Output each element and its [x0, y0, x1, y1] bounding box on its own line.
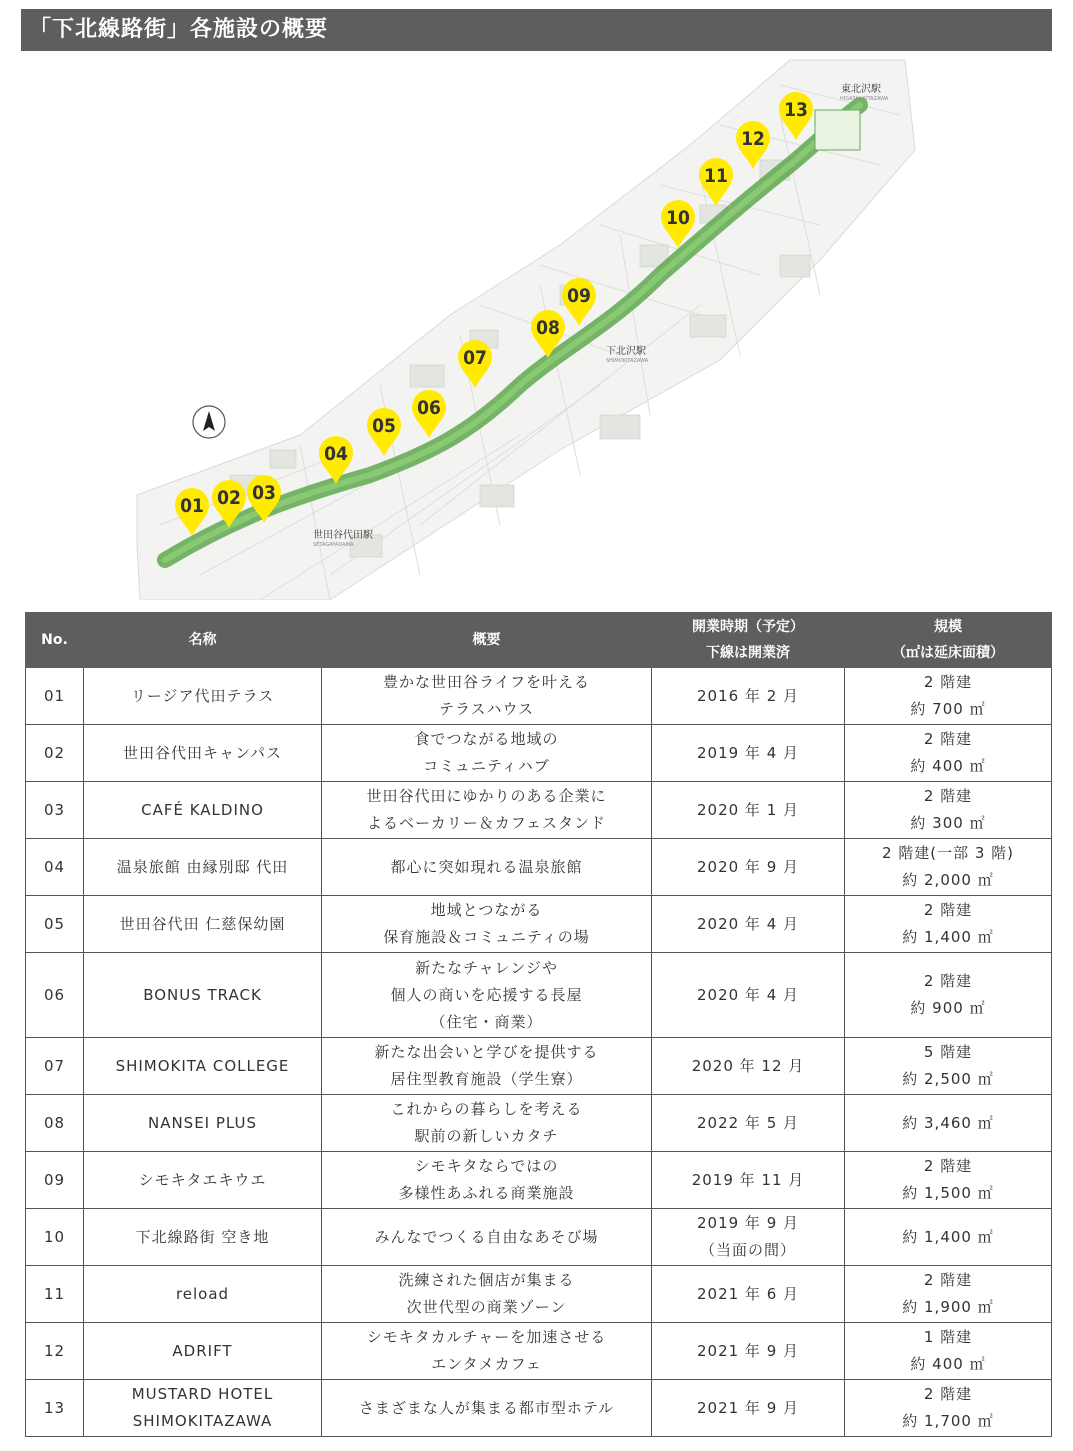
map-pin-label: 12 [741, 128, 765, 150]
cell-no: 02 [26, 725, 84, 782]
cell-opening-line: 2020 年 4 月 [696, 985, 800, 1004]
cell-scale-line: 約 700 ㎡ [910, 700, 986, 718]
cell-scale-line: 約 1,400 ㎡ [902, 1227, 994, 1246]
table-row [26, 1095, 1052, 1152]
page-title: 「下北線路街」各施設の概要 [21, 9, 1052, 51]
cell-opening-line: 2019 年 9 月 [696, 1214, 800, 1232]
cell-opening-line: 2020 年 9 月 [696, 857, 800, 876]
cell-summary-line: 次世代型の商業ゾーン [406, 1298, 567, 1316]
facilities-table [25, 612, 1052, 1437]
cell-summary-line: シモキタならではの [414, 1157, 559, 1175]
cell-name [84, 1152, 322, 1209]
cell-opening [652, 1209, 845, 1266]
cell-scale [845, 668, 1052, 725]
cell-summary [322, 1209, 652, 1266]
cell-summary-line: 新たな出会いと学びを提供する [374, 1043, 599, 1061]
map-pin-label: 13 [784, 99, 808, 121]
cell-name-line: 世田谷代田 仁慈保幼園 [119, 914, 286, 933]
cell-summary [322, 1038, 652, 1095]
cell-scale-line: 約 400 ㎡ [910, 1355, 986, 1373]
table-row [26, 1038, 1052, 1095]
cell-no: 03 [26, 782, 84, 839]
cell-no: 12 [26, 1323, 84, 1380]
cell-opening [652, 782, 845, 839]
cell-name [84, 725, 322, 782]
header-scale-line1: 規模 [934, 619, 962, 635]
station-label-shimokitazawa: 下北沢駅 [606, 346, 646, 357]
cell-name-line: SHIMOKITA COLLEGE [115, 1056, 290, 1075]
cell-opening [652, 1380, 845, 1437]
cell-scale [845, 896, 1052, 953]
cell-summary-line: 多様性あふれる商業施設 [398, 1184, 575, 1202]
cell-opening-line: 2020 年 12 月 [691, 1056, 805, 1075]
higashikitazawa-plaza [815, 110, 860, 150]
cell-summary-line: 食でつながる地域の [414, 730, 559, 748]
map-pin-label: 08 [536, 317, 560, 339]
cell-summary-line: 保育施設＆コミュニティの場 [383, 928, 590, 946]
cell-name [84, 668, 322, 725]
table-row [26, 1323, 1052, 1380]
cell-scale-line: 約 2,000 ㎡ [902, 871, 994, 889]
header-no: No. [26, 613, 84, 668]
cell-scale-line: 約 1,900 ㎡ [902, 1298, 994, 1316]
site-map [0, 55, 1073, 600]
header-opening-line2: 下線は開業済 [706, 645, 790, 661]
cell-scale-line: 2 階建 [923, 673, 973, 691]
table-row [26, 1152, 1052, 1209]
table-row [26, 1209, 1052, 1266]
map-pin-label: 06 [417, 397, 441, 419]
cell-name-line: シモキタエキウエ [138, 1170, 267, 1189]
cell-summary-line: さまざまな人が集まる都市型ホテル [358, 1398, 615, 1417]
table-row [26, 896, 1052, 953]
cell-opening-line: 2020 年 1 月 [696, 800, 800, 819]
cell-summary-line: 地域とつながる [430, 901, 543, 919]
cell-scale-line: 約 2,500 ㎡ [902, 1070, 994, 1088]
cell-opening [652, 1323, 845, 1380]
header-opening-line1: 開業時期（予定） [692, 619, 804, 635]
cell-name-line: 温泉旅館 由縁別邸 代田 [116, 857, 289, 876]
cell-opening-line: 2016 年 2 月 [696, 686, 800, 705]
map-pin-label: 10 [666, 207, 690, 229]
cell-scale [845, 1152, 1052, 1209]
cell-scale [845, 1095, 1052, 1152]
cell-summary-line: シモキタカルチャーを加速させる [366, 1328, 607, 1346]
cell-summary [322, 782, 652, 839]
cell-scale [845, 1209, 1052, 1266]
cell-summary-line: みんなでつくる自由なあそび場 [374, 1227, 599, 1246]
cell-scale-line: 約 1,400 ㎡ [902, 928, 994, 946]
cell-scale-line: 2 階建 [923, 730, 973, 748]
cell-summary-line: 都心に突如現れる温泉旅館 [390, 857, 583, 876]
cell-scale-line: 2 階建(一部 3 階) [881, 844, 1015, 862]
cell-opening-line: 2021 年 6 月 [696, 1284, 800, 1303]
cell-summary-line: これからの暮らしを考える [390, 1100, 583, 1118]
table-row [26, 953, 1052, 1038]
cell-opening-line: 2021 年 9 月 [696, 1398, 800, 1417]
map-pin-label: 09 [567, 285, 591, 307]
cell-scale-line: 約 1,500 ㎡ [902, 1184, 994, 1202]
cell-name [84, 1323, 322, 1380]
cell-opening [652, 1152, 845, 1209]
cell-summary [322, 1380, 652, 1437]
cell-opening [652, 725, 845, 782]
map-pin-label: 05 [372, 415, 396, 437]
cell-name [84, 1266, 322, 1323]
cell-name [84, 1038, 322, 1095]
cell-name [84, 839, 322, 896]
cell-summary-line: テラスハウス [438, 700, 535, 718]
cell-name [84, 896, 322, 953]
cell-summary [322, 1266, 652, 1323]
cell-opening-line: （当面の間） [699, 1241, 796, 1259]
header-name: 名称 [84, 613, 322, 668]
cell-no: 06 [26, 953, 84, 1038]
cell-summary-line: 居住型教育施設（学生寮） [390, 1070, 583, 1088]
cell-scale-line: 2 階建 [923, 787, 973, 805]
cell-no: 05 [26, 896, 84, 953]
cell-no: 07 [26, 1038, 84, 1095]
cell-scale [845, 1038, 1052, 1095]
map-pin-label: 07 [463, 347, 487, 369]
cell-opening-line: 2022 年 5 月 [696, 1113, 800, 1132]
cell-name [84, 1209, 322, 1266]
cell-opening [652, 953, 845, 1038]
map-pin-label: 03 [252, 482, 276, 504]
map-pin-label: 11 [704, 165, 728, 187]
table-row [26, 839, 1052, 896]
cell-name [84, 1380, 322, 1437]
map-pin-label: 01 [180, 495, 204, 517]
cell-summary-line: 駅前の新しいカタチ [414, 1127, 559, 1145]
cell-scale-line: 約 900 ㎡ [910, 999, 986, 1017]
cell-scale [845, 953, 1052, 1038]
cell-name-line: BONUS TRACK [143, 985, 262, 1004]
cell-summary [322, 668, 652, 725]
cell-name [84, 782, 322, 839]
table-row [26, 725, 1052, 782]
cell-no: 11 [26, 1266, 84, 1323]
cell-summary [322, 953, 652, 1038]
cell-scale-line: 約 1,700 ㎡ [902, 1412, 994, 1430]
cell-summary-line: 個人の商いを応援する長屋 [390, 985, 583, 1004]
cell-summary-line: 世田谷代田にゆかりのある企業に [366, 787, 607, 805]
cell-no: 04 [26, 839, 84, 896]
cell-scale-line: 1 階建 [923, 1328, 973, 1346]
cell-name-line: MUSTARD HOTEL [131, 1385, 274, 1403]
cell-summary-line: よるベーカリー＆カフェスタンド [367, 814, 606, 832]
cell-scale-line: 2 階建 [923, 1385, 973, 1403]
cell-scale-line: 2 階建 [923, 972, 973, 990]
cell-opening [652, 668, 845, 725]
cell-name-line: NANSEI PLUS [147, 1113, 258, 1132]
cell-summary [322, 1152, 652, 1209]
cell-scale-line: 2 階建 [923, 1271, 973, 1289]
station-label-higashikitazawa: 東北沢駅 [841, 84, 881, 95]
cell-summary-line: 新たなチャレンジや [415, 958, 558, 977]
cell-summary-line: 豊かな世田谷ライフを叶える [382, 673, 591, 691]
cell-name [84, 1095, 322, 1152]
cell-opening [652, 896, 845, 953]
cell-summary [322, 839, 652, 896]
cell-opening [652, 1038, 845, 1095]
cell-summary [322, 1095, 652, 1152]
cell-scale-line: 5 階建 [923, 1043, 973, 1061]
header-opening [652, 613, 845, 668]
cell-name-line: CAFÉ KALDINO [141, 800, 264, 819]
cell-name-line: SHIMOKITAZAWA [132, 1412, 273, 1430]
cell-no: 09 [26, 1152, 84, 1209]
cell-scale [845, 1266, 1052, 1323]
map-pin-label: 04 [324, 443, 348, 465]
cell-scale-line: 2 階建 [923, 901, 973, 919]
station-label-setagayadaita: 世田谷代田駅 [313, 530, 373, 541]
cell-summary-line: 洗練された個店が集まる [398, 1271, 575, 1289]
cell-summary-line: （住宅・商業） [430, 1012, 543, 1031]
cell-opening [652, 1095, 845, 1152]
cell-summary-line: コミュニティハブ [423, 757, 550, 775]
cell-name-line: リージア代田テラス [130, 686, 275, 705]
cell-no: 13 [26, 1380, 84, 1437]
cell-no: 01 [26, 668, 84, 725]
cell-scale-line: 2 階建 [923, 1157, 973, 1175]
map-pin-label: 02 [217, 487, 241, 509]
cell-scale-line: 約 300 ㎡ [910, 814, 986, 832]
cell-opening [652, 839, 845, 896]
cell-opening-line: 2021 年 9 月 [696, 1341, 800, 1360]
cell-scale [845, 725, 1052, 782]
cell-name [84, 953, 322, 1038]
north-arrow-icon [193, 406, 225, 438]
station-romaji-shimokitazawa: SHIMOKITAZAWA [606, 358, 649, 364]
header-scale [845, 613, 1052, 668]
cell-scale [845, 1380, 1052, 1437]
cell-scale [845, 782, 1052, 839]
cell-scale-line: 約 3,460 ㎡ [902, 1113, 994, 1132]
cell-scale [845, 839, 1052, 896]
cell-scale [845, 1323, 1052, 1380]
cell-scale-line: 約 400 ㎡ [910, 757, 986, 775]
cell-name-line: reload [175, 1284, 230, 1303]
cell-no: 08 [26, 1095, 84, 1152]
cell-summary-line: エンタメカフェ [431, 1355, 542, 1373]
cell-opening [652, 1266, 845, 1323]
table-row [26, 1380, 1052, 1437]
table-row [26, 1266, 1052, 1323]
cell-opening-line: 2020 年 4 月 [696, 914, 800, 933]
cell-summary [322, 896, 652, 953]
cell-name-line: 下北線路街 空き地 [135, 1227, 270, 1246]
station-romaji-setagayadaita: SETAGAYADAIKA [313, 542, 354, 548]
cell-summary [322, 1323, 652, 1380]
header-summary: 概要 [322, 613, 652, 668]
cell-opening-line: 2019 年 11 月 [691, 1170, 805, 1189]
cell-opening-line: 2019 年 4 月 [696, 743, 800, 762]
table-row [26, 668, 1052, 725]
cell-name-line: ADRIFT [172, 1341, 233, 1360]
station-romaji-higashikitazawa: HIGASHI-KITAZAWA [840, 96, 889, 102]
cell-summary [322, 725, 652, 782]
table-row [26, 782, 1052, 839]
cell-name-line: 世田谷代田キャンパス [123, 743, 282, 762]
header-scale-line2: （㎡は延床面積） [892, 645, 1004, 661]
cell-no: 10 [26, 1209, 84, 1266]
